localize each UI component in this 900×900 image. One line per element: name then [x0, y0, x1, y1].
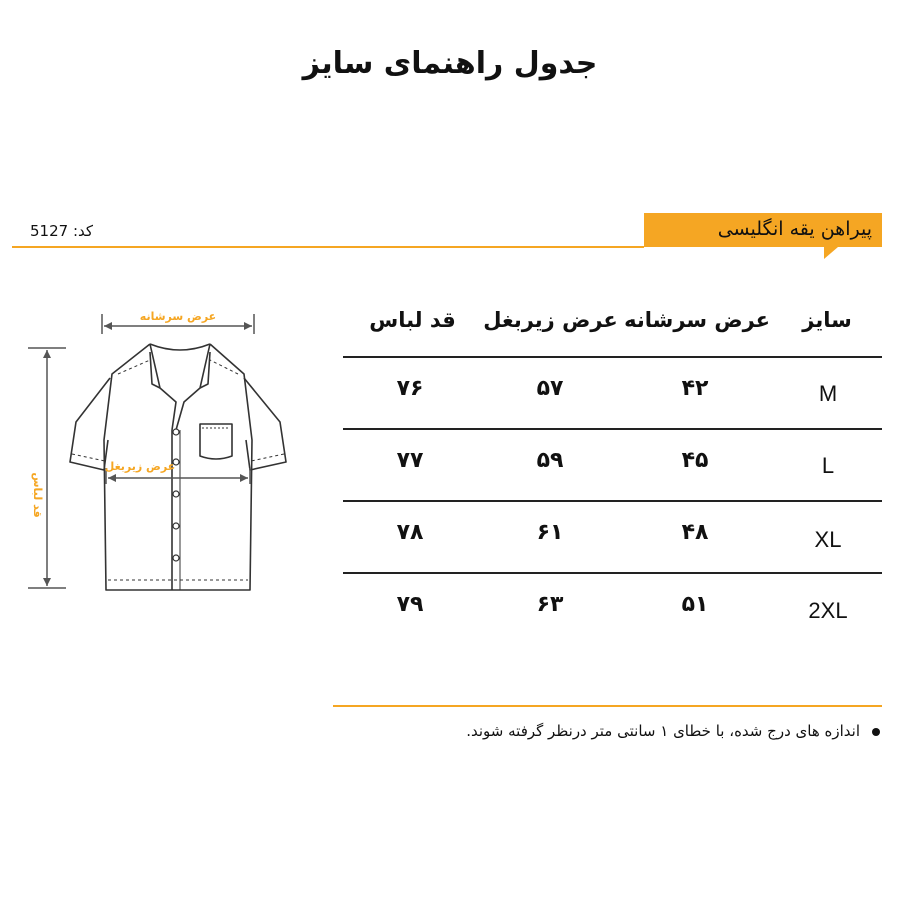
shoulder-width-label: عرض سرشانه	[139, 310, 217, 323]
shirt-buttons	[173, 429, 179, 561]
length-cell: ۷۸	[396, 520, 424, 545]
header-divider	[12, 246, 644, 248]
chest-cell: ۶۳	[536, 592, 564, 617]
header-shoulder: عرض سرشانه	[624, 308, 770, 332]
length-cell: ۷۹	[396, 592, 424, 617]
footer-divider	[333, 705, 882, 707]
chest-cell: ۵۷	[536, 376, 564, 401]
header-chest: عرض زیربغل	[483, 308, 618, 332]
size-cell: 2XL	[808, 598, 848, 623]
shoulder-cell: ۴۲	[681, 376, 709, 401]
product-name: پیراهن یقه انگلیسی	[717, 218, 872, 240]
length-label: قد لباس	[31, 472, 44, 518]
chest-cell: ۵۹	[536, 448, 564, 473]
chest-width-label: عرض زیربغل	[104, 460, 176, 473]
product-code	[30, 222, 93, 240]
table-divider	[343, 428, 882, 430]
shirt-diagram	[0, 290, 320, 610]
shoulder-cell: ۴۵	[681, 448, 709, 473]
product-name-tag	[644, 213, 882, 247]
table-divider	[343, 572, 882, 574]
product-code-label: کد:	[72, 222, 94, 240]
size-cell: M	[818, 381, 838, 406]
table-divider	[343, 500, 882, 502]
chest-cell: ۶۱	[536, 520, 564, 545]
header-size: سایز	[802, 308, 852, 332]
measurement-note: اندازه های درج شده، با خطای ۱ سانتی متر درنظر گرفته شوند.	[466, 722, 860, 740]
length-measure	[28, 348, 66, 588]
shirt-outline	[70, 344, 286, 590]
table-divider	[343, 356, 882, 358]
product-code-value: 5127	[30, 222, 69, 240]
size-cell: L	[821, 453, 835, 478]
page-title: جدول راهنمای سایز	[302, 46, 598, 81]
length-cell: ۷۶	[396, 376, 424, 401]
shoulder-cell: ۴۸	[681, 520, 709, 545]
shoulder-cell: ۵۱	[681, 592, 709, 617]
header-length: قد لباس	[369, 308, 456, 332]
length-cell: ۷۷	[396, 448, 424, 473]
shoulder-width-measure	[102, 310, 254, 334]
size-cell: XL	[814, 527, 842, 552]
bullet-icon	[872, 728, 880, 736]
